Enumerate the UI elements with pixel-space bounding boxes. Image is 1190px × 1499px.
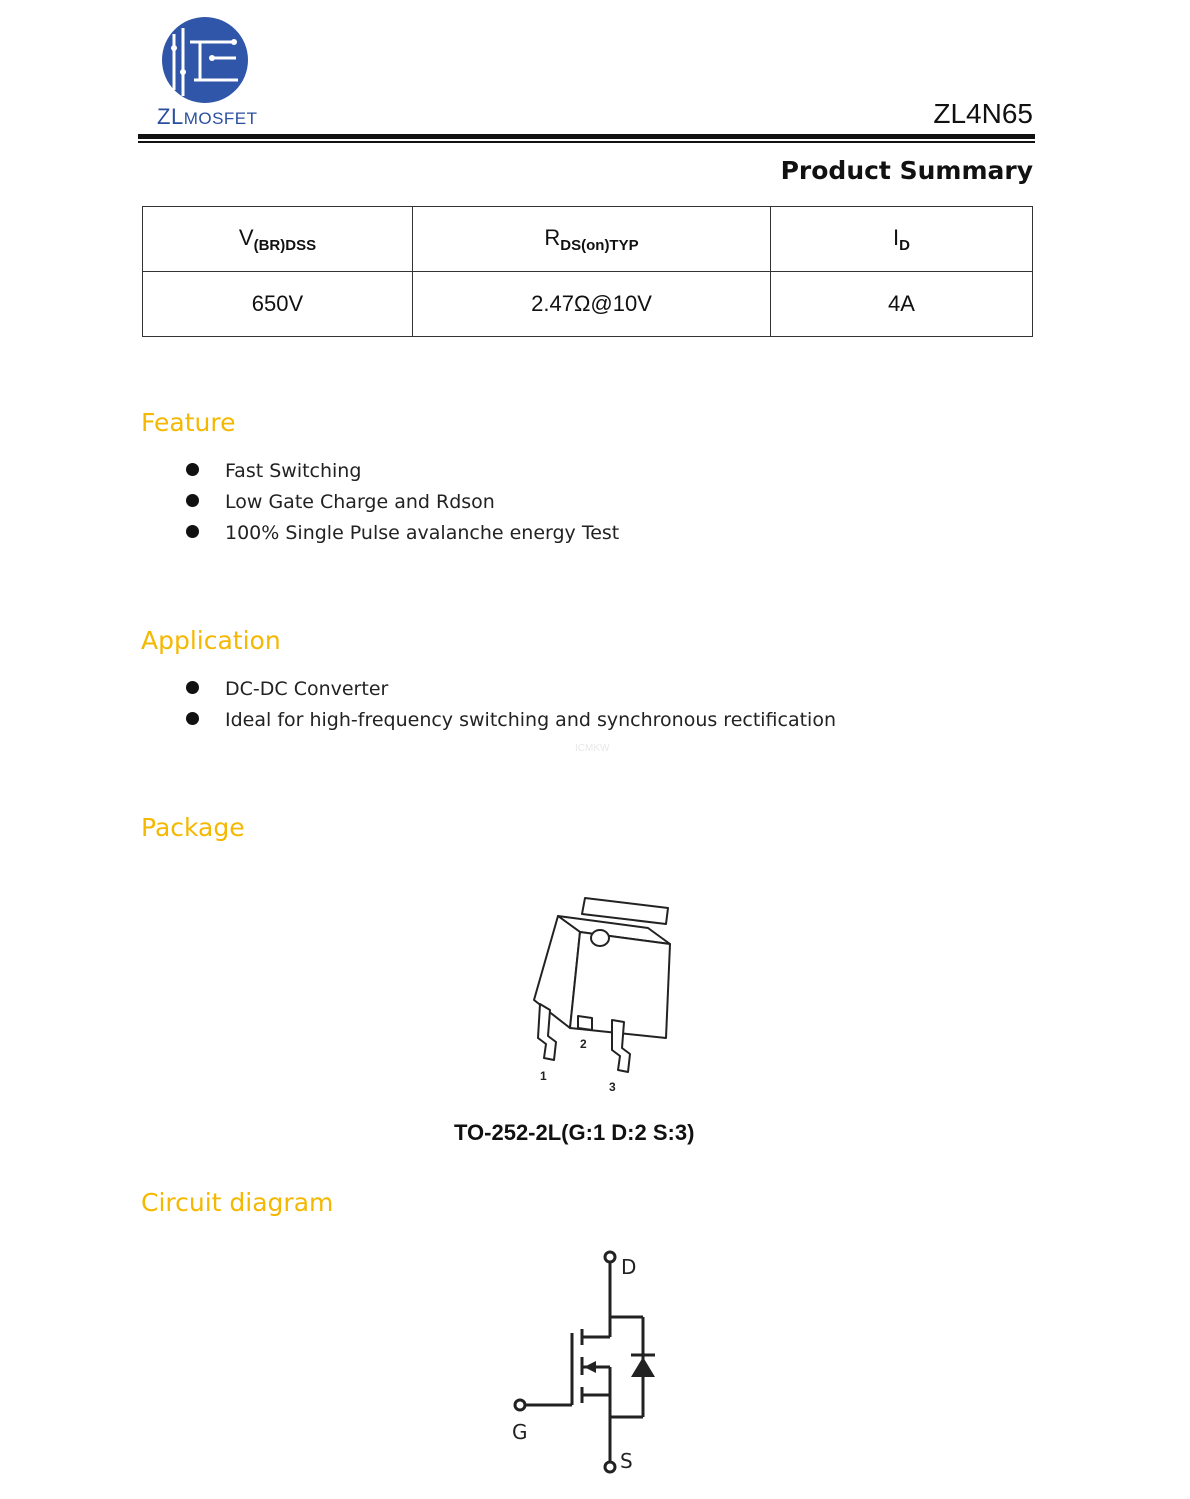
product-summary-title: Product Summary (780, 156, 1033, 185)
header-rule (138, 134, 1035, 139)
table-value-row (143, 272, 1033, 337)
header-rule-thin (138, 141, 1035, 143)
to252-package-drawing (520, 888, 690, 1098)
bullet-icon (186, 463, 199, 476)
package-heading: Package (141, 813, 245, 842)
application-heading: Application (141, 626, 281, 655)
bullet-icon (186, 712, 199, 725)
table-header-row (143, 207, 1033, 272)
pin-label-3: 3 (609, 1080, 616, 1094)
source-label: S (620, 1449, 633, 1473)
feature-heading: Feature (141, 408, 236, 437)
value-id: 4A (771, 272, 1033, 337)
drain-label: D (621, 1255, 637, 1279)
brand-name: ZLMOSFET (157, 104, 258, 129)
bullet-icon (186, 525, 199, 538)
product-summary-table (142, 206, 1033, 337)
value-vbrdss: 650V (143, 272, 413, 337)
gate-label: G (512, 1420, 528, 1444)
bullet-icon (186, 494, 199, 507)
bullet-icon (186, 681, 199, 694)
list-item: 100% Single Pulse avalanche energy Test (186, 522, 619, 544)
list-item: Fast Switching (186, 460, 361, 482)
list-item: DC-DC Converter (186, 678, 388, 700)
pin-label-1: 1 (540, 1069, 547, 1083)
header-rdson: $R_{DS(on)TYP}$ (413, 207, 771, 272)
value-rdson: 2.47Ω@10V (413, 272, 771, 337)
pin-label-2: 2 (580, 1037, 587, 1051)
header-id: $I_D$ (771, 207, 1033, 272)
package-caption: TO-252-2L(G:1 D:2 S:3) (454, 1120, 695, 1145)
circuit-heading: Circuit diagram (141, 1188, 334, 1217)
header-vbrdss: $V_{(BR)DSS}$ (143, 207, 413, 272)
mosfet-circuit-symbol (500, 1245, 680, 1480)
part-number: ZL4N65 (933, 98, 1033, 129)
watermark: ICMKW (575, 743, 610, 754)
list-item: Low Gate Charge and Rdson (186, 491, 495, 513)
list-item: Ideal for high-frequency switching and synchronous rectification (186, 709, 836, 731)
